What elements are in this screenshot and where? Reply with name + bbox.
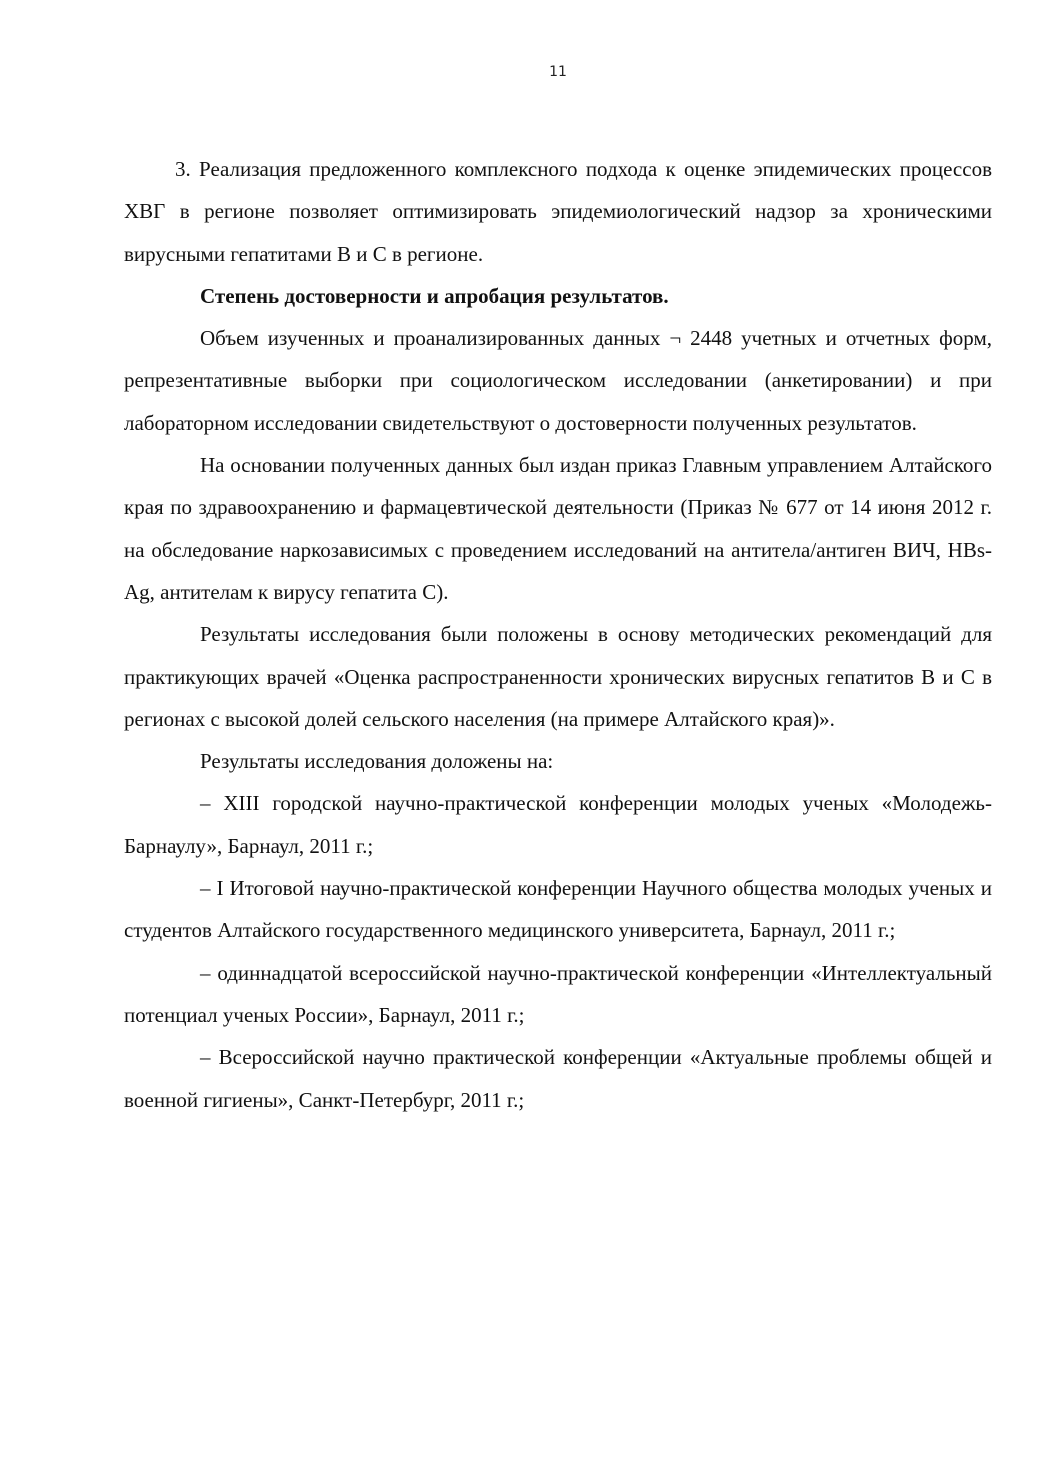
paragraph-reported-at: Результаты исследования доложены на: <box>200 749 554 774</box>
document-body <box>124 148 992 1121</box>
paragraph-data-volume: Объем изученных и проанализированных данных ¬ 2448 учетных и отчетных форм, репрезентативные выборки при социологическом исследовании (анкетировании) и при лабораторном исследовании свидетельствуют о достоверности полученных результатов. <box>124 326 992 435</box>
list-item-conference-4: – Всероссийской научно практической конференции «Актуальные проблемы общей и военной гигиены», Санкт-Петербург, 2011 г.; <box>124 1045 992 1112</box>
section-heading: Степень достоверности и апробация результатов. <box>200 283 669 308</box>
list-item-conference-1: – XIII городской научно-практической конференции молодых ученых «Молодежь-Барнаулу», Барнаул, 2011 г.; <box>124 791 992 858</box>
page-number: 11 <box>549 64 567 80</box>
paragraph-order: На основании полученных данных был издан приказ Главным управлением Алтайского края по здравоохранению и фармацевтической деятельности (Приказ № 677 от 14 июня 2012 г. на обследование наркозависимых с проведением исследований на антитела/антиген ВИЧ, HBs-Ag, антителам к вирусу гепатита С). <box>124 453 992 604</box>
paragraph-recommendations: Результаты исследования были положены в основу методических рекомендаций для практикующих врачей «Оценка распространенности хронических вирусных гепатитов В и С в регионах с высокой долей сельского населения (на примере Алтайского края)». <box>124 622 992 731</box>
list-item-conference-2: – I Итоговой научно-практической конференции Научного общества молодых ученых и студентов Алтайского государственного медицинского университета, Барнаул, 2011 г.; <box>124 876 992 943</box>
list-item-conference-3: – одиннадцатой всероссийской научно-практической конференции «Интеллектуальный потенциал ученых России», Барнаул, 2011 г.; <box>124 960 992 1027</box>
paragraph-conclusion-3: 3. Реализация предложенного комплексного подхода к оценке эпидемических процессов ХВГ в регионе позволяет оптимизировать эпидемиологический надзор за хроническими вирусными гепатитами В и С в регионе. <box>124 157 992 266</box>
